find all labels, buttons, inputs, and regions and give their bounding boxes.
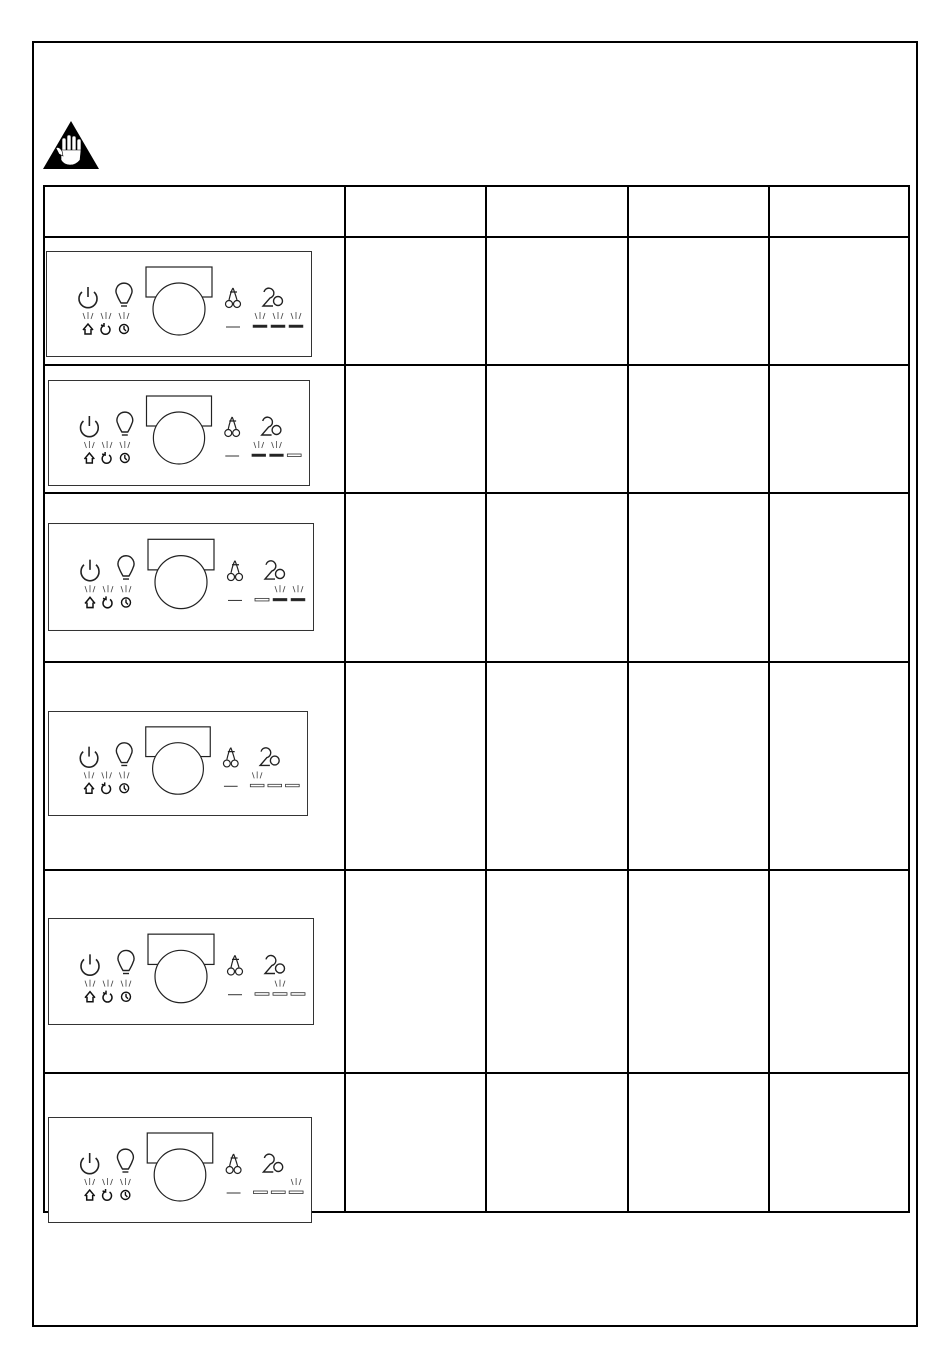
speed-led-2: [271, 1191, 285, 1194]
speed-led-1: [255, 993, 269, 996]
speed-led-1: [255, 598, 269, 601]
speed-led-3: [289, 1191, 303, 1194]
column-divider: [485, 187, 487, 1211]
control-panel-illustration: [48, 711, 308, 816]
table-header-divider: [45, 236, 908, 238]
column-divider: [627, 187, 629, 1211]
speed-led-3: [291, 598, 305, 601]
control-panel-illustration: [46, 251, 312, 357]
column-divider: [344, 187, 346, 1211]
speed-led-2: [270, 454, 284, 457]
speed-led-3: [286, 784, 300, 786]
control-panel-illustration: [48, 523, 314, 631]
control-panel-illustration: [48, 918, 314, 1025]
speed-led-2: [271, 325, 285, 328]
row-divider: [45, 364, 908, 366]
speed-led-1: [252, 454, 266, 457]
row-divider: [45, 492, 908, 494]
row-divider: [45, 1072, 908, 1074]
control-panel-illustration: [48, 380, 310, 486]
speed-led-1: [253, 325, 267, 328]
speed-led-2: [268, 784, 282, 786]
speed-led-1: [250, 784, 264, 786]
speed-led-3: [291, 993, 305, 996]
control-panel-illustration: [48, 1117, 312, 1223]
column-divider: [768, 187, 770, 1211]
hand-warning-icon: [42, 120, 100, 170]
speed-led-3: [289, 325, 303, 328]
speed-led-1: [253, 1191, 267, 1194]
row-divider: [45, 869, 908, 871]
speed-led-3: [287, 454, 301, 457]
row-divider: [45, 661, 908, 663]
speed-led-2: [273, 993, 287, 996]
speed-led-2: [273, 598, 287, 601]
